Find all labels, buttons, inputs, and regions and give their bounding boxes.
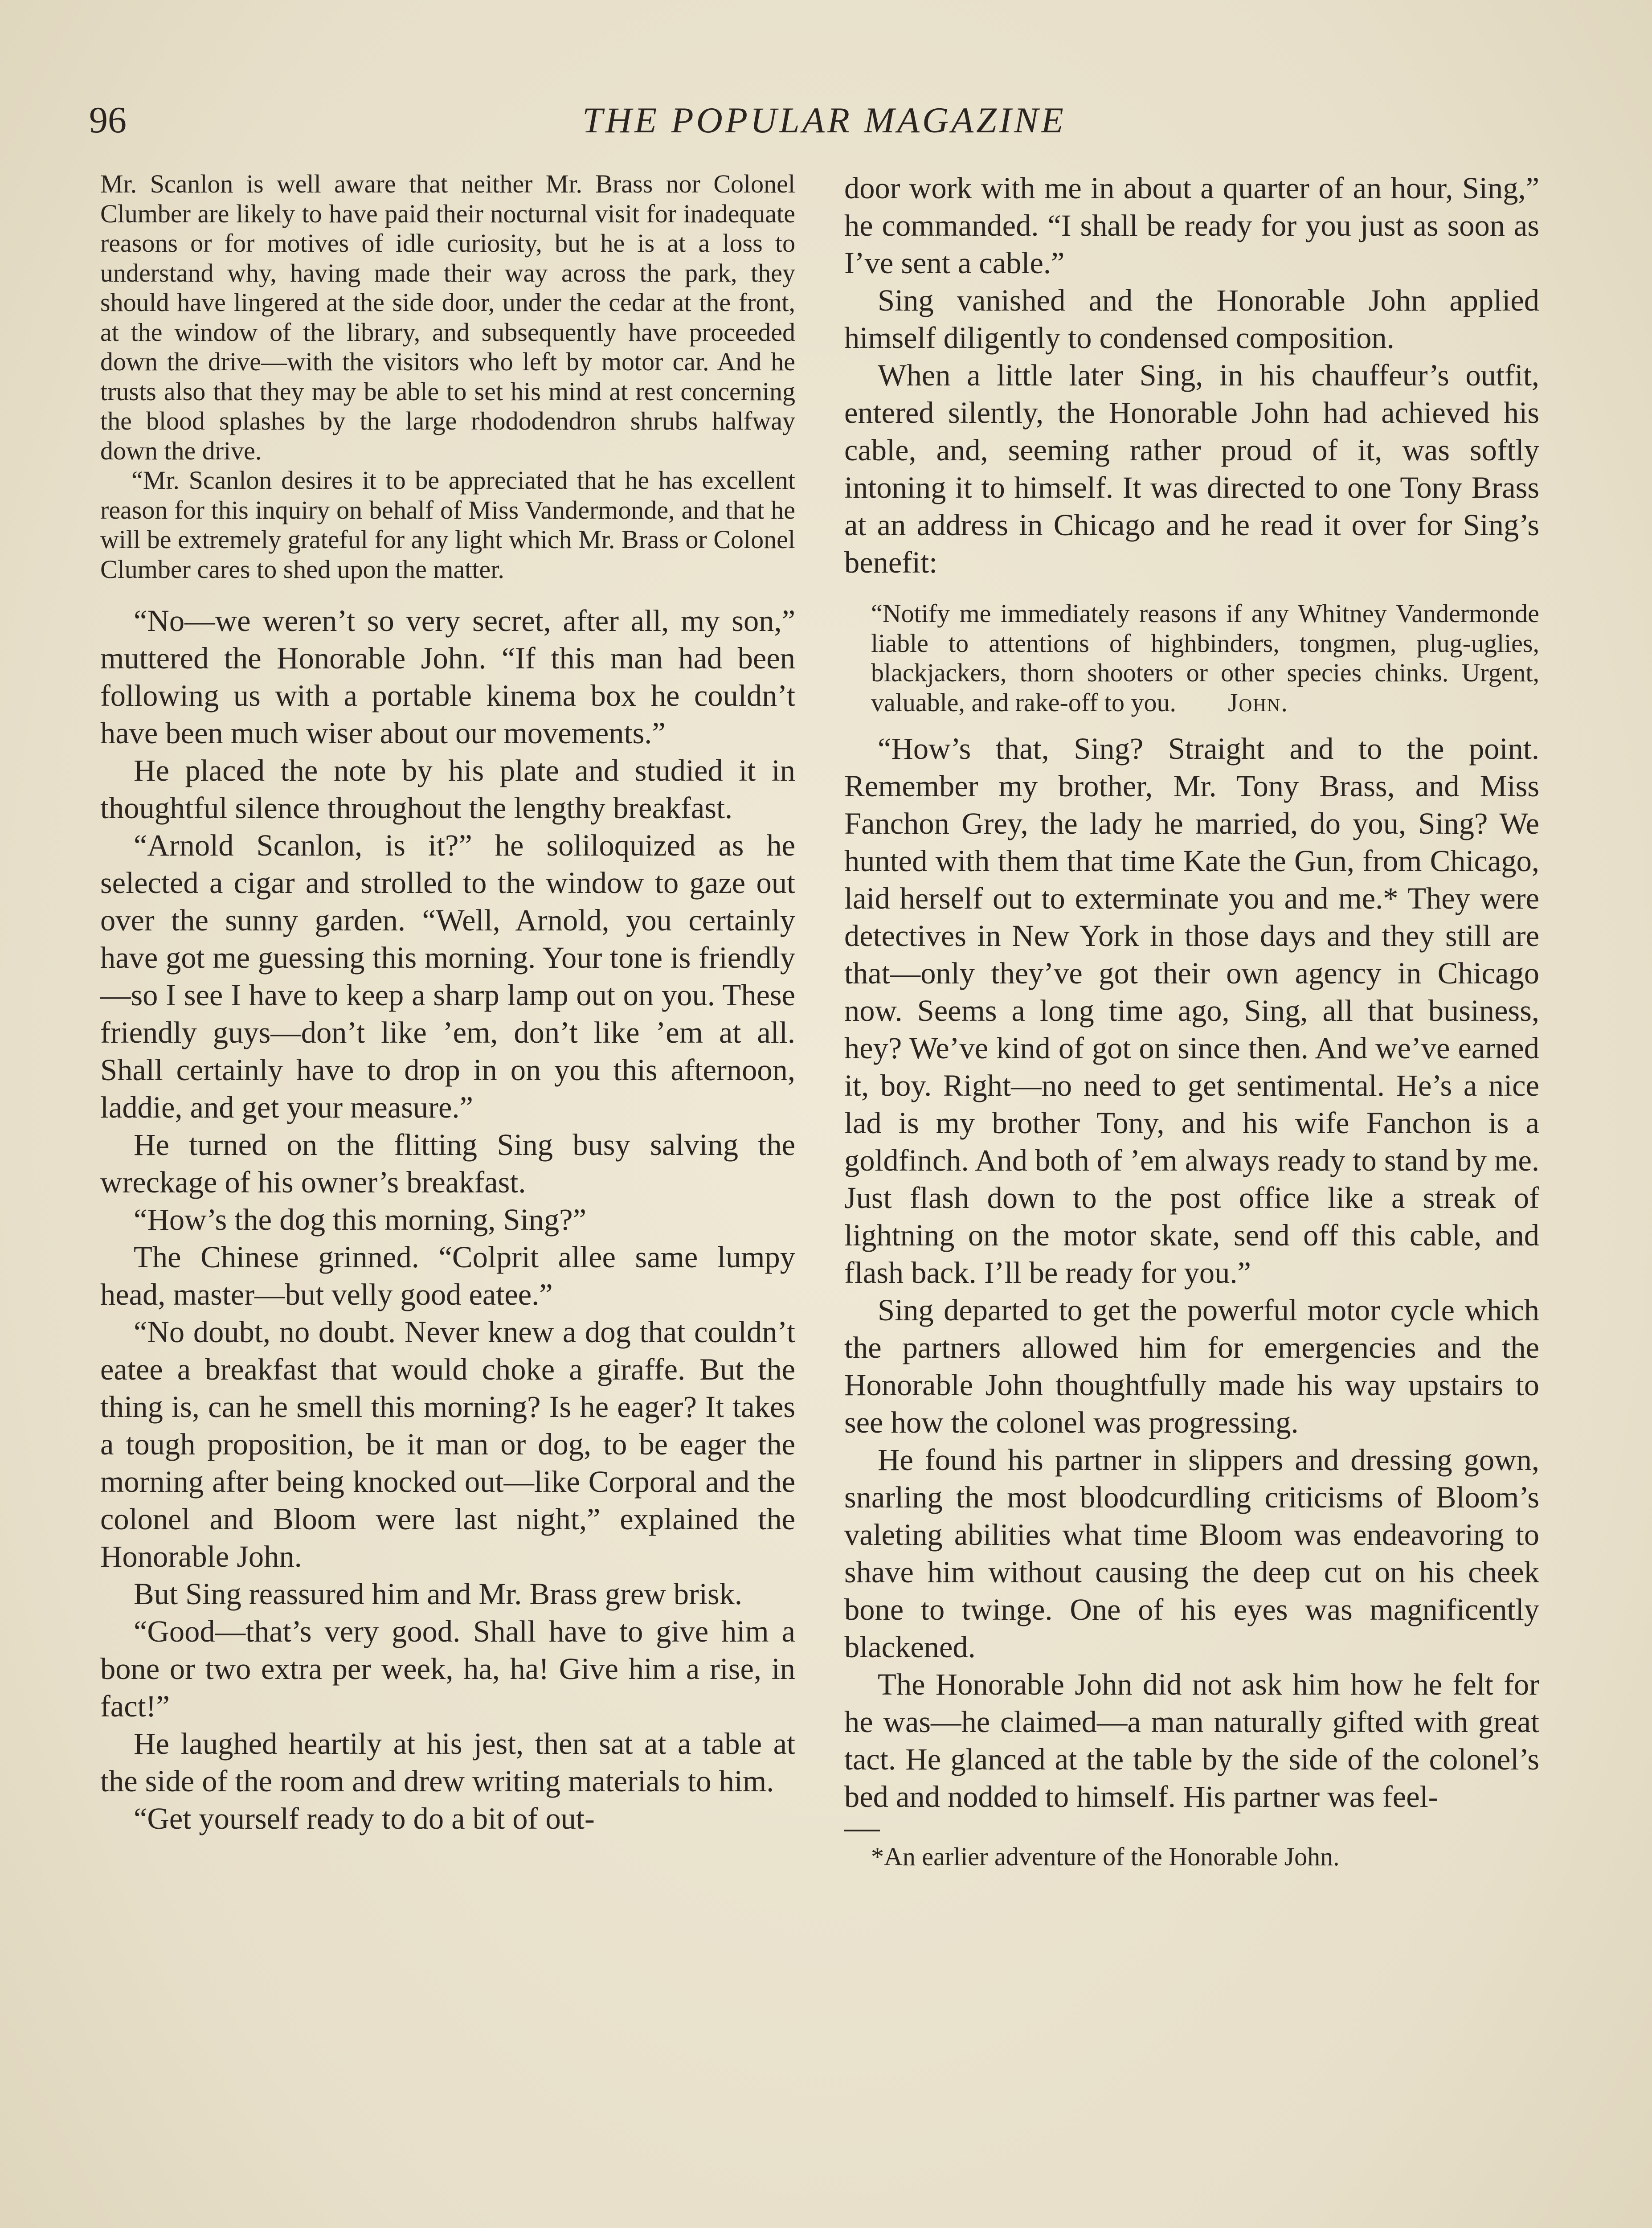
cable-body: “Notify me immediately reasons if any Whitney Vandermonde liable to attentions of highbinders, tongmen, plug-uglies, blackjackers, thorn shooters or other species chinks. Urgent, valuable, and rake-off to you. <box>871 599 1539 717</box>
footnote: *An earlier adventure of the Honorable John. <box>871 1842 1340 1871</box>
footnote-rule <box>844 1830 880 1831</box>
right-body-bottom <box>844 730 1539 1815</box>
paragraph: “Get yourself ready to do a bit of out- <box>134 1802 595 1835</box>
paragraph: door work with me in about a quarter of an hour, Sing,” he commanded. “I shall be ready for you just as soon as I’ve sent a cable.” <box>844 171 1539 280</box>
paragraph: Sing departed to get the powerful motor cycle which the partners allowed him for emergencies and the Honorable John thoughtfully made his way upstairs to see how the colonel was progressing. <box>844 1293 1539 1439</box>
paragraph: He found his partner in slippers and dressing gown, snarling the most bloodcurdling criticisms of Bloom’s valeting abilities what time Bloom was endeavoring to shave him without causing the deep cut on his cheek bone to twinge. One of his eyes was magnificently blackened. <box>844 1443 1539 1664</box>
paragraph: The Honorable John did not ask him how he felt for he was—he claimed—a man naturally gifted with great tact. He glanced at the table by the side of the colonel’s bed and nodded to himself. His partner was feel- <box>844 1667 1539 1814</box>
paragraph: He laughed heartily at his jest, then sat at a table at the side of the room and drew writing materials to him. <box>100 1727 795 1798</box>
letter-excerpt <box>100 169 795 584</box>
paragraph: He placed the note by his plate and studied it in thoughtful silence throughout the lengthy breakfast. <box>100 754 795 825</box>
page-number: 96 <box>89 99 127 141</box>
paragraph: “No—we weren’t so very secret, after all, my son,” muttered the Honorable John. “If this man had been following us with a portable kinema box he couldn’t have been much wiser about our movements.” <box>100 604 795 750</box>
running-head: THE POPULAR MAGAZINE <box>582 100 1066 140</box>
paragraph: But Sing reassured him and Mr. Brass grew brisk. <box>134 1577 743 1611</box>
paragraph: “Arnold Scanlon, is it?” he soliloquized as he selected a cigar and strolled to the window to gaze out over the sunny garden. “Well, Arnold, you certainly have got me guessing this morning. Your tone is friendly —so I see I have to keep a sharp lamp out on you. These friendly guys—don’t like ’em, don’t like ’em at all. Shall certainly have to drop in on you this afternoon, laddie, and get your measure.” <box>100 828 795 1124</box>
left-body <box>100 602 795 1837</box>
paragraph: “How’s the dog this morning, Sing?” <box>134 1203 586 1237</box>
paragraph: “Good—that’s very good. Shall have to give him a bone or two extra per week, ha, ha! Give him a rise, in fact!” <box>100 1614 795 1723</box>
paragraph: He turned on the flitting Sing busy salving the wreckage of his owner’s breakfast. <box>100 1128 795 1199</box>
paragraph: Sing vanished and the Honorable John applied himself diligently to condensed composition. <box>844 283 1539 355</box>
page-header <box>89 94 1559 152</box>
paragraph: When a little later Sing, in his chauffeur’s outfit, entered silently, the Honorable John had achieved his cable, and, seeming rather proud of it, was softly intoning it to himself. It was directed to one Tony Brass at an address in Chicago and he read it over for Sing’s benefit: <box>844 358 1539 579</box>
paragraph: “How’s that, Sing? Straight and to the point. Remember my brother, Mr. Tony Brass, and Miss Fanchon Grey, the lady he married, do you, Sing? We hunted with them that time Kate the Gun, from Chicago, laid herself out to exterminate you and me.* They were detectives in New York in those days and they still are that—only they’ve got their own agency in Chicago now. Seems a long time ago, Sing, all that business, hey? We’ve kind of got on since then. And we’ve earned it, boy. Right—no need to get sentimental. He’s a nice lad is my brother Tony, and his wife Fanchon is a goldfinch. And both of ’em always ready to stand by me. Just flash down to the post office like a streak of lightning on the motor skate, send off this cable, and flash back. I’ll be ready for you.” <box>844 732 1539 1290</box>
cable-message <box>844 599 1539 717</box>
paragraph: The Chinese grinned. “Colprit allee same lumpy head, master—but velly good eatee.” <box>100 1240 795 1311</box>
paragraph: “No doubt, no doubt. Never knew a dog that couldn’t eatee a breakfast that would choke a giraffe. But the thing is, can he smell this morning? Is he eager? It takes a tough proposition, be it man or dog, to be eager the morning after being knocked out—like Corporal and the colonel and Bloom were last night,” explained the Honorable John. <box>100 1315 795 1573</box>
cable-signature: John. <box>1228 688 1288 717</box>
cable-text <box>871 599 1539 717</box>
right-body-top <box>844 169 1539 581</box>
letter-paragraph: Mr. Scanlon is well aware that neither Mr. Brass nor Colonel Clumber are likely to have paid their nocturnal visit for inadequate reasons or for motives of idle curiosity, but he is at a loss to understand why, having made their way across the park, they should have lingered at the side door, under the cedar at the front, at the window of the library, and subsequently have proceeded down the drive—with the visitors who left by motor car. And he trusts also that they may be able to set his mind at rest concerning the blood splashes by the large rhododendron shrubs halfway down the drive. <box>100 169 795 465</box>
letter-paragraph: “Mr. Scanlon desires it to be appreciated that he has excellent reason for this inquiry on behalf of Miss Vandermonde, and that he will be extremely grateful for any light which Mr. Brass or Colonel Clumber cares to shed upon the matter. <box>100 466 795 584</box>
right-column <box>844 169 1539 1872</box>
left-column <box>100 169 795 1837</box>
